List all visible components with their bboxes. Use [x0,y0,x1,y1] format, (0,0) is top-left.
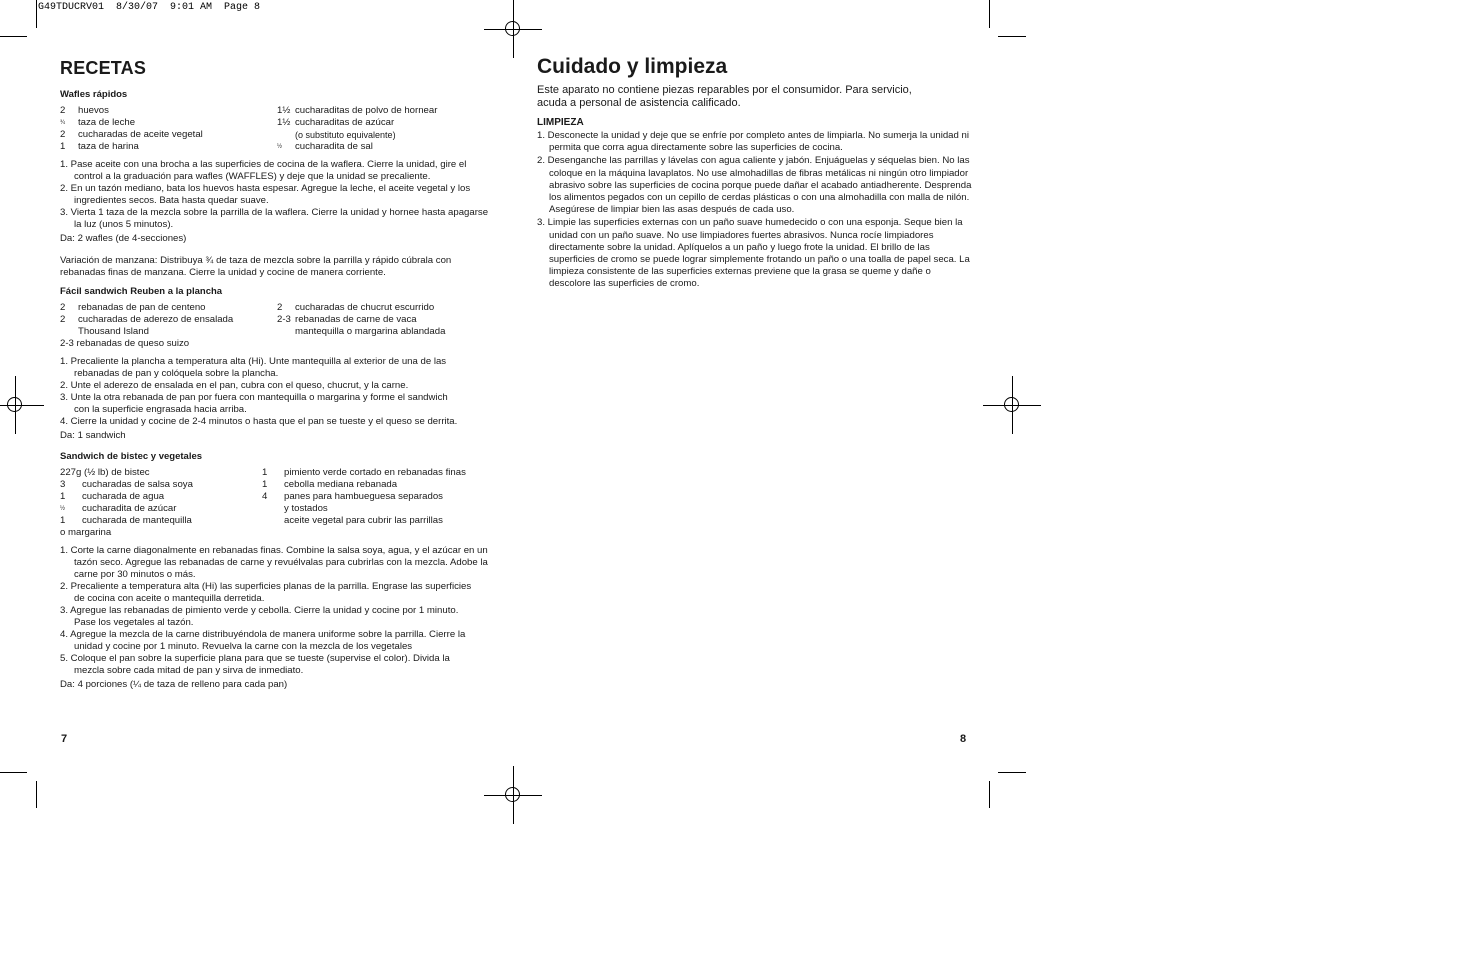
page-number-right: 8 [960,733,967,745]
yield-steak: Da: 4 porciones (¼ de taza de relleno para cada pan) [60,679,288,690]
step: 1. Desconecte la unidad y deje que se enfríe por completo antes de limpiarla. No sumerja la unidad ni permita que corra agua directamente sobre las superficies de cocina. [537,130,969,154]
registration-mark [484,766,542,824]
ingredient-row: 1 cebolla mediana rebanada [262,479,398,490]
ingredient-row: mantequilla o margarina ablandada [295,326,446,337]
step: 3. Limpie las superficies externas con un paño suave humedecido o con una esponja. Seque bien la unidad con un paño suave. No use limpiadores fuertes abrasivos. Nunca rocíe limpiadores directamente sobre la unidad. Aplíquelos a un paño y luego frote la unidad. El brillo de las superficies de cromo se puede lograr simplemente frotando un paño o una toalla de papel seca. La limpieza consistente de las superficies externas previene que la grasa se queme y dañe o descolore las superficies de cromo. [537,217,970,290]
registration-mark [0,376,44,434]
step: 2. Precaliente a temperatura alta (Hi) las superficies planas de la parrilla. Engrase las superficies de cocina con aceite o mantequilla derretida. [60,581,472,604]
recipe-title-reuben: Fácil sandwich Reuben a la plancha [60,286,223,297]
ingredient-row: 2 rebanadas de pan de centeno [60,302,206,313]
recipe-title-waffles: Wafles rápidos [60,89,128,100]
ingredient-row: 1 cucharada de agua [60,491,165,502]
ingredient-row: o margarina [60,527,112,538]
steps-steak [60,545,490,677]
ingredient-row: 2 huevos [60,105,109,116]
ingredient-row: 1 taza de harina [60,141,139,152]
steps-waffles [60,159,490,231]
ingredients-reuben [60,302,490,350]
ingredient-row: 227g (½ lb) de bistec [60,467,150,478]
ingredient-row: y tostados [284,503,328,514]
care-cleaning-page [537,55,972,292]
crop-mark [36,781,37,808]
recipes-page [60,58,490,691]
ingredient-row: aceite vegetal para cubrir las parrillas [284,515,443,526]
ingredient-row: ½ cucharadita de sal [277,141,373,152]
step: 2. En un tazón mediano, bata los huevos hasta espesar. Agregue la leche, el aceite vegetal y los ingredientes secos. Bata hasta quedar suave. [60,183,471,206]
registration-mark [983,376,1041,434]
crop-mark [0,36,27,37]
step: 4. Cierre la unidad y cocine de 2-4 minutos o hasta que el pan se tueste y el queso se derrita. [60,416,458,427]
page-title: RECETAS [60,58,147,78]
step: 1. Precaliente la plancha a temperatura alta (Hi). Unte mantequilla al exterior de una de las rebanadas de pan y colóquela sobre la plancha. [60,356,447,379]
ingredients-waffles [60,105,490,153]
crop-mark [998,772,1026,773]
step: 3. Vierta 1 taza de la mezcla sobre la parrilla de la waflera. Cierre la unidad y hornee hasta apagarse la luz (unos 5 minutos). [60,207,489,230]
ingredient-row: 2-3 rebanadas de queso suizo [60,338,190,349]
ingredient-row: Thousand Island [78,326,149,337]
step: 5. Coloque el pan sobre la superficie plana para que se tueste (supervise el color). Divida la mezcla sobre cada mitad de pan y sirva de inmediato. [60,653,450,676]
steps-reuben [60,356,490,428]
crop-mark [36,0,37,28]
crop-mark [989,0,990,28]
ingredient-row: ¾ taza de leche [60,117,136,128]
cleaning-steps [537,130,972,291]
ingredient-row: 1½ cucharaditas de polvo de hornear [277,105,438,116]
registration-mark [484,0,542,58]
ingredient-row: 3 cucharadas de salsa soya [60,479,193,490]
intro-text: Este aparato no contiene piezas reparables por el consumidor. Para servicio, acuda a personal de asistencia calificado. [537,84,912,109]
step: 2. Desenganche las parrillas y lávelas con agua caliente y jabón. Enjuáguelas y séquelas bien. No las coloque en la máquina lavaplatos. No use almohadillas de fibras metálicas ni ningún otro limpiador abrasivo sobre las superficies de cocina porque puede dañar el acabado antiadherente. Desprenda los alimentos pegados con un cepillo de cerdas plásticas o con una almohadilla con malla de nilón. Asegúrese de limpiar bien las asas después de cada uso. [537,155,972,216]
recipe-title-steak: Sandwich de bistec y vegetales [60,451,203,462]
ingredients-steak [60,467,490,539]
variation-text: Variación de manzana: Distribuya ¾ de taza de mezcla sobre la parrilla y rápido cúbrala con rebanadas finas de manzana. Cierre la unidad y cocine de manera corriente. [60,255,452,278]
step: 3. Unte la otra rebanada de pan por fuera con mantequilla o margarina y forme el sandwich con la superficie engrasada hacia arriba. [60,392,448,415]
crop-mark [0,772,27,773]
step: 1. Pase aceite con una brocha a las superficies de cocina de la waflera. Cierre la unidad, gire el control a la graduación para wafles (WAFFLES) y deje que la unidad se precaliente. [60,159,467,182]
ingredient-row: 2 cucharadas de aceite vegetal [60,129,203,140]
yield-waffles: Da: 2 wafles (de 4-secciones) [60,233,187,244]
yield-reuben: Da: 1 sandwich [60,430,126,441]
page-number-left: 7 [61,733,68,745]
section-title-cleaning: LIMPIEZA [537,117,584,128]
ingredient-row: 1½ cucharaditas de azúcar [277,117,395,128]
ingredient-row: 2-3 rebanadas de carne de vaca [277,314,417,325]
step: 1. Corte la carne diagonalmente en rebanadas finas. Combine la salsa soya, agua, y el azúcar en un tazón seco. Agregue las rebanadas de carne y revuélvalas para cubrirlas con la mezcla. Adobe la carne por 30 minutos o más. [60,545,488,580]
crop-mark [998,36,1026,37]
ingredient-row: 1 cucharada de mantequilla [60,515,192,526]
print-slug: G49TDUCRV01 8/30/07 9:01 AM Page 8 [38,2,261,13]
step: 3. Agregue las rebanadas de pimiento verde y cebolla. Cierre la unidad y cocine por 1 minuto. Pase los vegetales al tazón. [60,605,459,628]
ingredient-row: 2 cucharadas de chucrut escurrido [277,302,435,313]
crop-mark [989,781,990,808]
step: 2. Unte el aderezo de ensalada en el pan, cubra con el queso, chucrut, y la carne. [60,380,409,391]
ingredient-row: ½ cucharadita de azúcar [60,503,177,514]
ingredient-row: 1 pimiento verde cortado en rebanadas finas [262,467,466,478]
ingredient-row: 2 cucharadas de aderezo de ensalada [60,314,234,325]
page-title: Cuidado y limpieza [537,55,728,78]
step: 4. Agregue la mezcla de la carne distribuyéndola de manera uniforme sobre la parrilla. Cierre la unidad y cocine por 1 minuto. Revuelva la carne con la mezcla de los vegetales [60,629,466,652]
ingredient-row: 4 panes para hambueguesa separados [262,491,443,502]
ingredient-row: (o substituto equivalente) [295,130,396,140]
